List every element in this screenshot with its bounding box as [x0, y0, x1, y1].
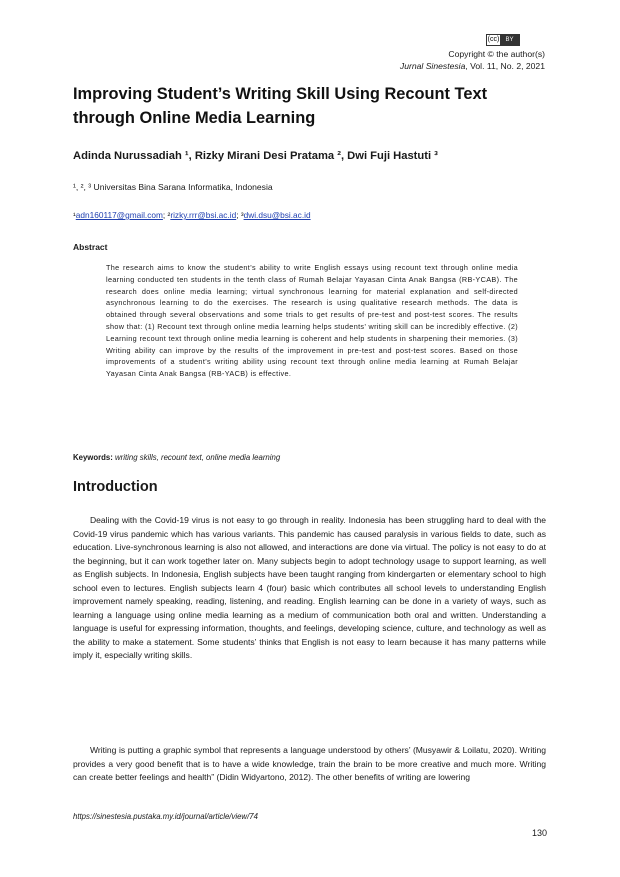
keywords-label: Keywords:	[73, 453, 113, 462]
email-separator-1: ;	[162, 210, 168, 220]
abstract-heading: Abstract	[73, 242, 108, 252]
journal-info	[400, 60, 545, 72]
abstract-text: The research aims to know the student’s ability to write English essays using recount text through online media learning conducted ten students in the tenth class of Rumah Belajar Yayasan Cinta Anak Bangsa (RB-YCAB). The research does online media learning; virtual synchronous learning for material explanation and self-directed asynchronous learning to do the exercises. The research is using qualitative research methods. The data is obtained through several observations and some trials to get results of pre-test and post-test scores. The results show that: (1) Recount text through online media learning helps students’ writing skill can be incredibly effective. (2) Learning recount text through online media learning is coherent and help students in sharpening their memories. (3) Writing ability can improve by the results of the improvement in pre-test and post-test scores. Based on those improvements of a student’s writing ability using recount text through online media learning at Rumah Belajar Yayasan Cinta Anak Bangsa (RB-YACB) is effective.	[106, 263, 518, 379]
keywords-values: writing skills, recount text, online media learning	[115, 453, 281, 462]
email3-marker: ³	[240, 210, 244, 220]
journal-issue: , Vol. 11, No. 2, 2021	[465, 61, 545, 71]
email-link-3[interactable]: dwi.dsu@bsi.ac.id	[243, 210, 311, 220]
email1-marker: ¹	[73, 210, 76, 220]
author-list: Adinda Nurussadiah ¹, Rizky Mirani Desi Pratama ², Dwi Fuji Hastuti ³	[73, 150, 438, 162]
section-heading-introduction: Introduction	[73, 479, 158, 495]
email2-marker: ²	[167, 210, 171, 220]
copyright-line: Copyright © the author(s)	[448, 49, 545, 59]
journal-name: Jurnal Sinestesia	[399, 61, 466, 71]
email-list	[73, 210, 311, 220]
intro-paragraph-2: Writing is putting a graphic symbol that represents a language understood by others’ (Musyawir & Loilatu, 2020). Writing provides a very good benefit that is to have a wide knowledge, train the brain to be more creative and much more. Writing can create better feelings and health” (Didin Widyartono, 2012). The other benefits of writing are lowering	[73, 745, 546, 783]
page-number: 130	[531, 828, 547, 838]
intro-paragraph-1: Dealing with the Covid-19 virus is not easy to go through in reality. Indonesia has been struggling hard to deal with the Covid-19 virus pandemic which has various variants. This pandemic has caused paralysis in various fields to date, such as education. Live-synchronous learning is also not allowed, and interactions are done via virtual. The policy is not easy to do at the beginning, but it can work together later on. Many subjects begin to adopt technology usage to support learning, as well as English subjects. In Indonesia, English subjects have been taught ranging from kindergarten or elementary school to high school even to lectures. English subjects learn 4 (four) basic which contributes all school levels to understanding English improvement namely speaking, reading, listening, and reading. English learning can be done in a variety of ways, such as learning a language using online media learning as a medium of communication both oral and written. Understanding a language is useful for expressing information, thoughts, and feelings, developing science, culture, and technology as well as the ability to make a statement. Some students’ thinks that English is not easy to learn because it has many patterns while imply it, especially writing skills.	[73, 515, 546, 661]
article-title: Improving Student’s Writing Skill Using Recount Text through Online Media Learning	[73, 85, 488, 127]
email-separator-2: ;	[236, 210, 241, 220]
email-link-1[interactable]: adn160117@gmail.com	[75, 210, 163, 220]
affiliation: ¹, ², ³ Universitas Bina Sarana Informatika, Indonesia	[73, 182, 273, 192]
footer-url: https://sinestesia.pustaka.my.id/journal/article/view/74	[73, 812, 258, 821]
keywords-line	[73, 453, 280, 462]
cc-by-license-badge	[486, 34, 520, 46]
cc-badge-right: BY	[500, 35, 519, 45]
email-link-2[interactable]: rizky.rrr@bsi.ac.id	[170, 210, 237, 220]
cc-badge-left: (cc)	[487, 36, 500, 43]
